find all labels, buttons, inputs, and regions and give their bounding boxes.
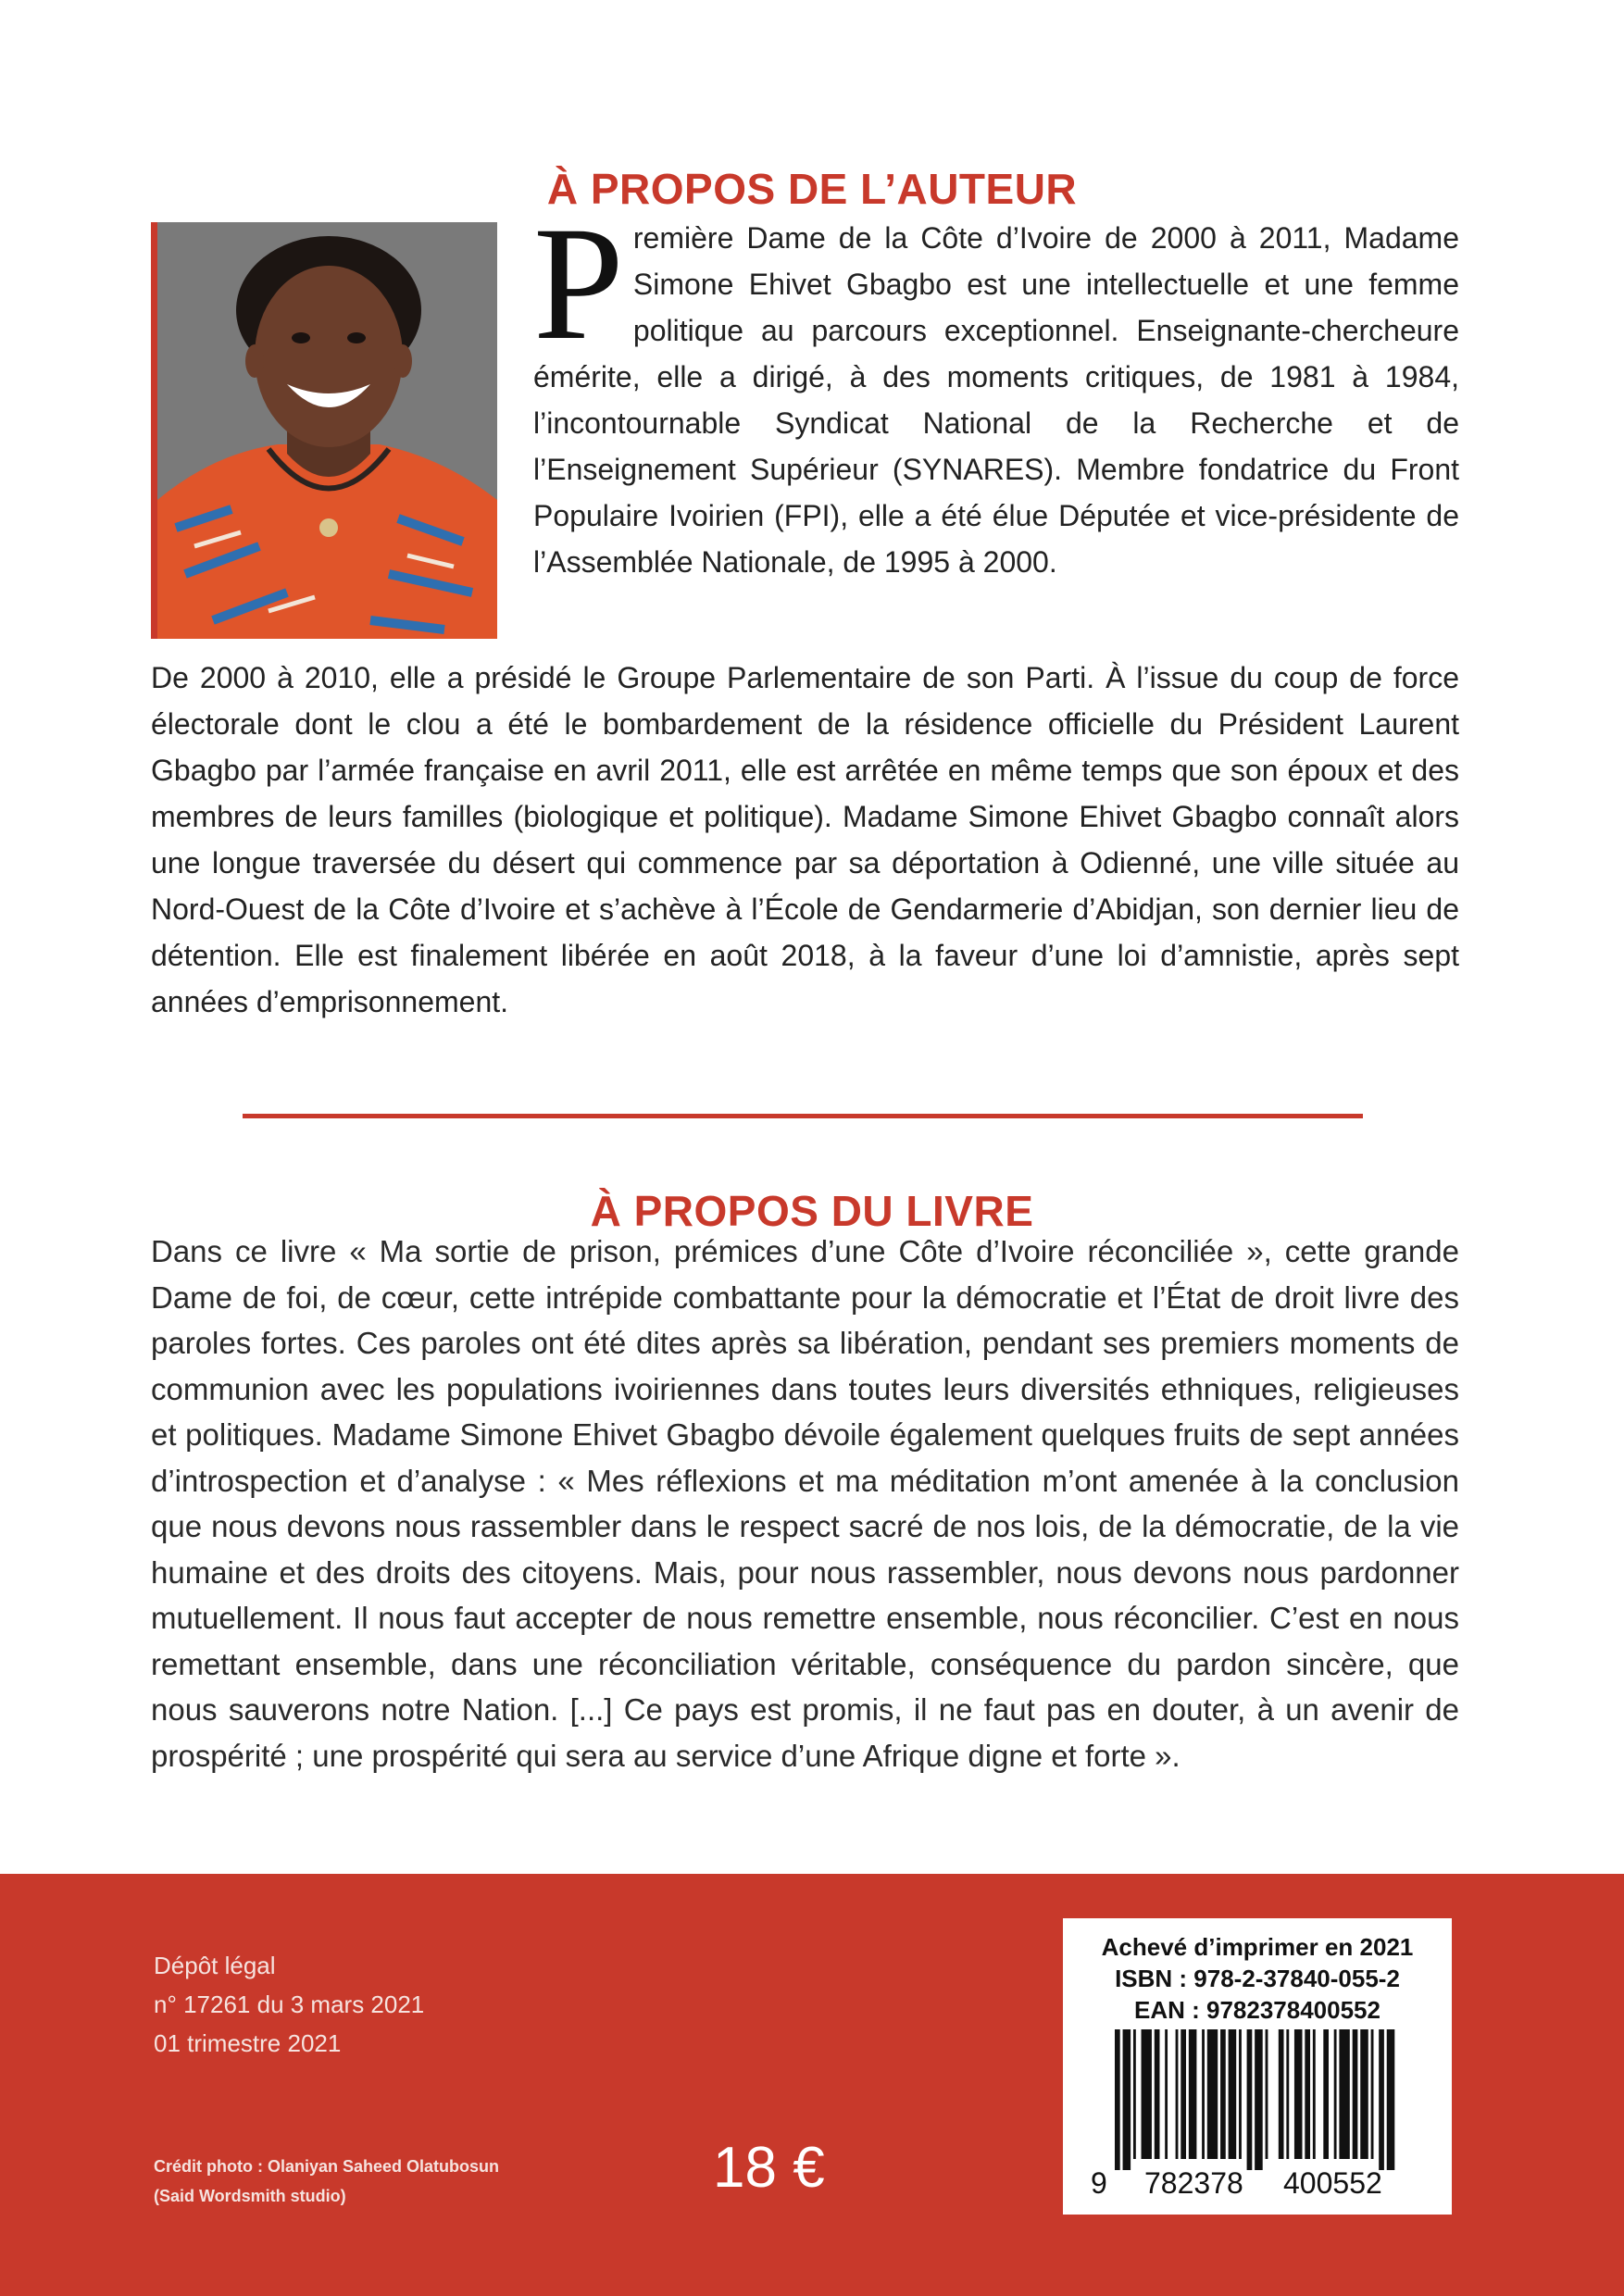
legal-line: n° 17261 du 3 mars 2021 bbox=[154, 1990, 425, 2018]
barcode-bar bbox=[1220, 2029, 1226, 2159]
dropcap-letter: P bbox=[533, 193, 624, 374]
barcode-bar bbox=[1339, 2029, 1349, 2159]
barcode-bar bbox=[1266, 2029, 1268, 2159]
author-bio-intro-text: remière Dame de la Côte d’Ivoire de 2000 à 2011, Madame Simone Ehivet Gbagbo est une intellectuelle et une femme politique au parcours exceptionnel. Enseignante-chercheure émérite, elle a dirigé, à des moments critiques, de 1981 à 1984, l’incontournable Syndicat National de la Recherche et de l’Enseignement Supérieur (SYNARES). Membre fondatrice du Front Populaire Ivoirien (FPI), elle a été élue Députée et vice-présidente de l’Assemblée Nationale, de 1995 à 2000. bbox=[533, 221, 1459, 579]
barcode-bar bbox=[1176, 2029, 1179, 2159]
barcode-bar bbox=[1286, 2029, 1289, 2159]
credit-line: Crédit photo : Olaniyan Saheed Olatubosun bbox=[154, 2157, 500, 2176]
author-section-heading: À PROPOS DE L’AUTEUR bbox=[546, 164, 1078, 213]
barcode-bar bbox=[1202, 2029, 1205, 2159]
section-divider bbox=[243, 1114, 1363, 1118]
barcode-bar bbox=[1189, 2029, 1197, 2159]
author-photo bbox=[151, 222, 497, 639]
author-bio-intro bbox=[533, 193, 1459, 585]
barcode-bar bbox=[1313, 2029, 1316, 2159]
ean-number: EAN : 9782378400552 bbox=[1134, 1996, 1380, 2024]
book-section-heading: À PROPOS DU LIVRE bbox=[590, 1186, 1034, 1235]
barcode-bar bbox=[1133, 2029, 1136, 2159]
barcode-bar bbox=[1305, 2029, 1310, 2159]
barcode-bar bbox=[1247, 2029, 1253, 2170]
barcode-bar bbox=[1371, 2029, 1374, 2159]
barcode-bar bbox=[1115, 2029, 1120, 2170]
barcode-bar bbox=[1165, 2029, 1168, 2159]
price-label: 18 € bbox=[713, 2136, 825, 2200]
barcode-image bbox=[1115, 2029, 1400, 2170]
barcode-bar bbox=[1181, 2029, 1186, 2159]
legal-deposit bbox=[154, 1946, 424, 2063]
credit-line: (Said Wordsmith studio) bbox=[154, 2187, 346, 2205]
barcode-bar bbox=[1155, 2029, 1160, 2159]
legal-line: Dépôt légal bbox=[154, 1952, 276, 1979]
print-date: Achevé d’imprimer en 2021 bbox=[1101, 1933, 1414, 1961]
barcode-bar bbox=[1353, 2029, 1358, 2159]
photo-credit bbox=[154, 2152, 499, 2211]
barcode-bar bbox=[1229, 2029, 1237, 2159]
barcode-bar bbox=[1279, 2029, 1284, 2159]
author-portrait-illustration bbox=[157, 222, 497, 639]
barcode-digits-right: 400552 bbox=[1283, 2166, 1382, 2200]
barcode-bar bbox=[1123, 2029, 1131, 2170]
barcode-panel bbox=[1063, 1918, 1452, 2215]
barcode-bar bbox=[1255, 2029, 1263, 2170]
book-summary: Dans ce livre « Ma sortie de prison, prémices d’une Côte d’Ivoire réconciliée », cette grande Dame de foi, de cœur, cette intrépide combattante pour la démocratie et l’État de droit livre des paroles fortes. Ces paroles ont été dites après sa libération, pendant ses premiers moments de communion avec les populations ivoiriennes dans toutes leurs diversités ethniques, religieuses et politiques. Madame Simone Ehivet Gbagbo dévoile également quelques fruits de sept années d’introspection et d’analyse : « Mes réflexions et ma méditation m’ont amenée à la conclusion que nous devons nous rassembler dans le respect sacré de nos lois, de la démocratie, de la vie humaine et des droits des citoyens. Mais, pour nous rassembler, nous devons nous pardonner mutuellement. Il nous faut accepter de nous remettre ensemble, nous réconcilier. C’est en nous remettant ensemble, dans une réconciliation véritable, conséquence du pardon sincère, que nous sauverons notre Nation. [...] Ce pays est promis, il ne faut pas en douter, à un avenir de prospérité ; une prospérité qui sera au service d’une Afrique digne et forte ». bbox=[151, 1234, 1459, 1773]
isbn-number: ISBN : 978-2-37840-055-2 bbox=[1115, 1965, 1400, 1992]
author-bio-continued: De 2000 à 2010, elle a présidé le Groupe Parlementaire de son Parti. À l’issue du coup de force électorale dont le clou a été le bombardement de la résidence officielle du Président Laurent Gbagbo par l’armée française en avril 2011, elle est arrêtée en même temps que son époux et des membres de leurs familles (biologique et politique). Madame Simone Ehivet Gbagbo connaît alors une longue traversée du désert qui commence par sa déportation à Odienné, une ville située au Nord-Ouest de la Côte d’Ivoire et s’achève à l’École de Gendarmerie d’Abidjan, son dernier lieu de détention. Elle est finalement libérée en août 2018, à la faveur d’une loi d’amnistie, après sept années d’emprisonnement. bbox=[151, 661, 1459, 1018]
barcode-digits-left: 782378 bbox=[1144, 2166, 1243, 2200]
barcode-bar bbox=[1387, 2029, 1395, 2170]
legal-line: 01 trimestre 2021 bbox=[154, 2029, 342, 2057]
barcode-bar bbox=[1142, 2029, 1152, 2159]
barcode-bar bbox=[1360, 2029, 1368, 2159]
barcode-bar bbox=[1207, 2029, 1218, 2159]
barcode-bar bbox=[1379, 2029, 1384, 2170]
barcode-bar bbox=[1239, 2029, 1242, 2159]
barcode-bar bbox=[1294, 2029, 1303, 2159]
footer-band bbox=[0, 1874, 1624, 2296]
barcode-bar bbox=[1334, 2029, 1337, 2159]
barcode-bar bbox=[1323, 2029, 1329, 2159]
barcode-digit-first: 9 bbox=[1091, 2166, 1107, 2200]
